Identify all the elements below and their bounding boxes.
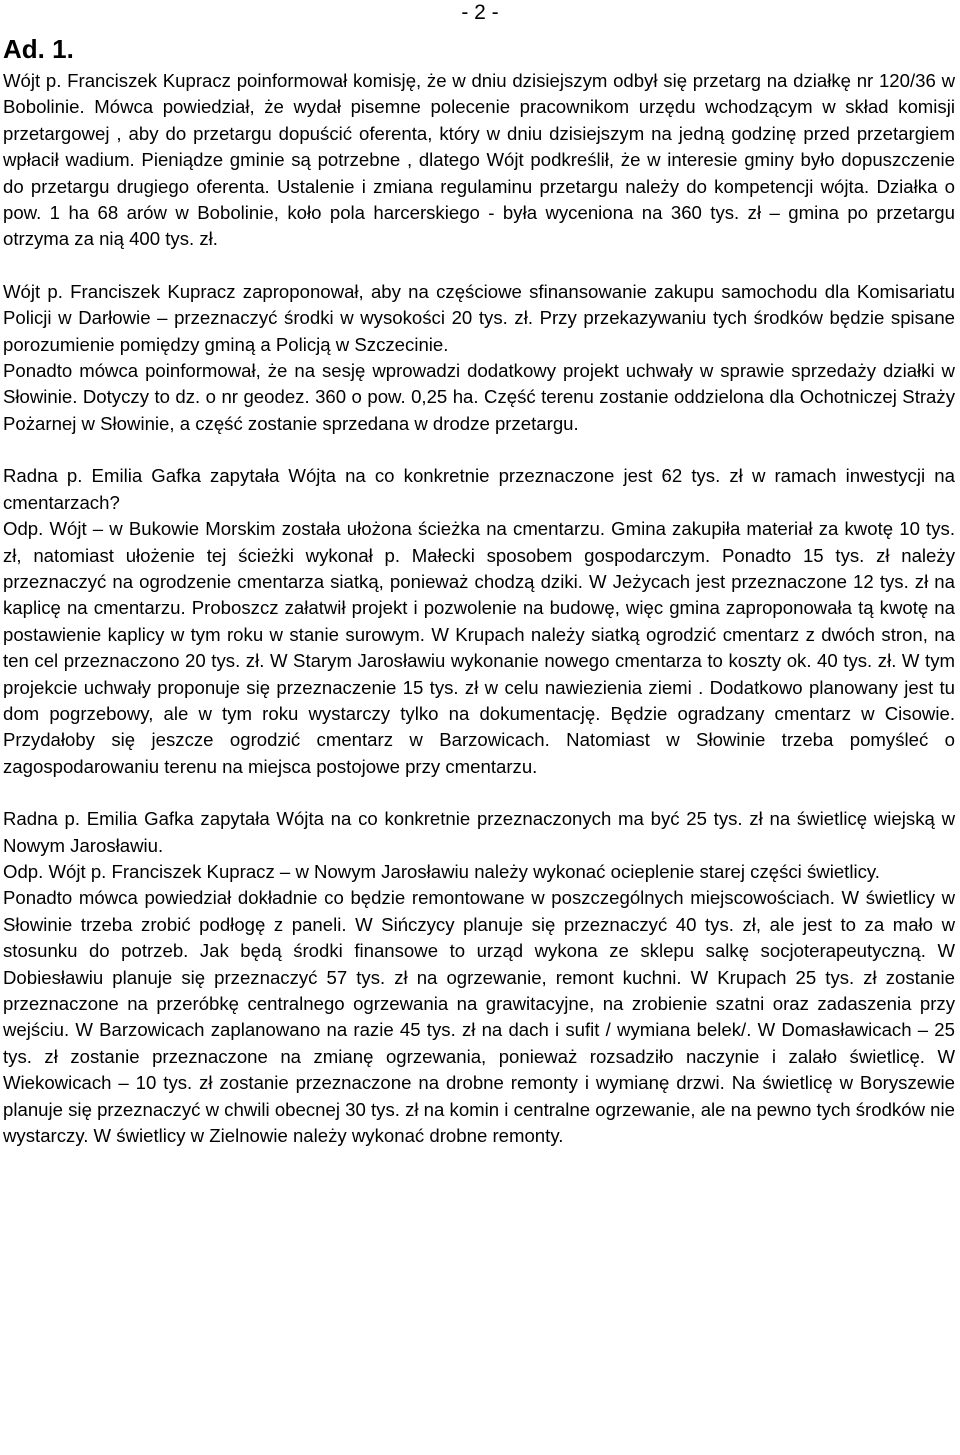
page-number: - 2 -: [461, 1, 499, 24]
paragraph-samochod-policja: Wójt p. Franciszek Kupracz zaproponował, aby na częściowe sfinansowanie zakupu samochodu dla Komisariatu Policji w Darłowie – przeznaczyć środki w wysokości 20 tys. zł. Przy przekazywaniu tych środków będzie spisane porozumienie pomiędzy gminą a Policją w Szczecinie.: [3, 280, 955, 355]
paragraph-dzialka-slowino: Ponadto mówca poinformował, że na sesję wprowadzi dodatkowy projekt uchwały w sprawie sprzedaży działki w Słowinie. Dotyczy to dz. o nr geodez. 360 o pow. 0,25 ha. Część terenu zostanie oddzielona dla Ochotniczej Straży Pożarnej w Słowinie, a część zostanie sprzedana w drodze przetargu.: [3, 360, 955, 434]
paragraph-remonty-swietlic: Ponadto mówca powiedział dokładnie co będzie remontowane w poszczególnych miejscowościach. W świetlicy w Słowinie trzeba zrobić podłogę z paneli. W Sińczycy planuje się przeznaczyć 40 tys. zł, ale jest to za mało w stosunku do potrzeb. Jak będą środki finansowe to urząd wykona ze sklepu salkę socjoterapeutyczną. W Dobiesławiu planuje się przeznaczyć 57 tys. zł na ogrzewanie, remont kuchni. W Krupach 25 tys. zł zostanie przeznaczone na przeróbkę centralnego ogrzewania na grawitacyjne, na zrobienie szatni oraz zadaszenia przy wejściu. W Barzowicach zaplanowano na razie 45 tys. zł na dach i sufit / wymiana belek/. W Domasławicach – 25 tys. zł zostanie przeznaczone na zmianę ogrzewania, ponieważ rozsadziło naczynie i zalało świetlicę. W Wiekowicach – 10 tys. zł zostanie przeznaczone na drobne remonty i wymianę drzwi. Na świetlicę w Boryszewie planuje się przeznaczyć w chwili obecnej 30 tys. zł na komin i centralne ogrzewanie, ale na pewno tych środków nie wystarczy. W świetlicy w Zielnowie należy wykonać drobne remonty.: [3, 887, 955, 1147]
paragraph-pytanie-swietlica: Radna p. Emilia Gafka zapytała Wójta na co konkretnie przeznaczonych ma być 25 tys. zł na świetlicę wiejską w Nowym Jarosławiu.: [3, 808, 955, 856]
document-body: [3, 68, 955, 1149]
paragraph-przetarg-bobolin: Wójt p. Franciszek Kupracz poinformował komisję, że w dniu dzisiejszym odbył się przetarg na działkę nr 120/36 w Bobolinie. Mówca powiedział, że wydał pisemne polecenie pracownikom urzędu wchodzącym w skład komisji przetargowej , aby do przetargu dopuścić oferenta, który w dniu dzisiejszym na jedną godzinę przed przetargiem wpłacił wadium. Pieniądze gminie są potrzebne , dlatego Wójt podkreślił, że w interesie gminy było dopuszczenie do przetargu drugiego oferenta. Ustalenie i zmiana regulaminu przetargu należy do kompetencji wójta. Działka o pow. 1 ha 68 arów w Bobolinie, koło pola harcerskiego - była wyceniona na 360 tys. zł – gmina po przetargu otrzyma za nią 400 tys. zł.: [3, 70, 955, 250]
section-heading: Ad. 1.: [3, 34, 74, 64]
paragraph-pytanie-cmentarze: Radna p. Emilia Gafka zapytała Wójta na co konkretnie przeznaczone jest 62 tys. zł w ramach inwestycji na cmentarzach?: [3, 465, 955, 513]
paragraph-odpowiedz-cmentarze: Odp. Wójt – w Bukowie Morskim została ułożona ścieżka na cmentarzu. Gmina zakupiła materiał za kwotę 10 tys. zł, natomiast ułożenie tej ścieżki wykonał p. Małecki sposobem gospodarczym. Ponadto 15 tys. zł należy przeznaczyć na ogrodzenie cmentarza siatką, ponieważ chodzą dziki. W Jeżycach jest przeznaczone 12 tys. zł na kaplicę na cmentarzu. Proboszcz załatwił projekt i pozwolenie na budowę, więc gmina zaproponowała tą kwotę na postawienie kaplicy w tym roku w stanie surowym. W Krupach należy siatką ogrodzić cmentarz z dwóch stron, na ten cel przeznaczono 20 tys. zł. W Starym Jarosławiu wykonanie nowego cmentarza to koszty ok. 40 tys. zł. W tym projekcie uchwały proponuje się przeznaczenie 15 tys. zł w celu nawiezienia ziemi . Dodatkowo planowany jest tu dom pogrzebowy, ale w tym roku wystarczy tylko na dokumentację. Będzie ogradzany cmentarz w Cisowie. Przydałoby się jeszcze ogrodzić cmentarz w Barzowicach. Natomiast w Słowinie trzeba pomyśleć o zagospodarowaniu terenu na miejsca postojowe przy cmentarzu.: [3, 518, 955, 777]
paragraph-odpowiedz-swietlica: Odp. Wójt p. Franciszek Kupracz – w Nowym Jarosławiu należy wykonać ocieplenie starej części świetlicy.: [3, 860, 880, 882]
